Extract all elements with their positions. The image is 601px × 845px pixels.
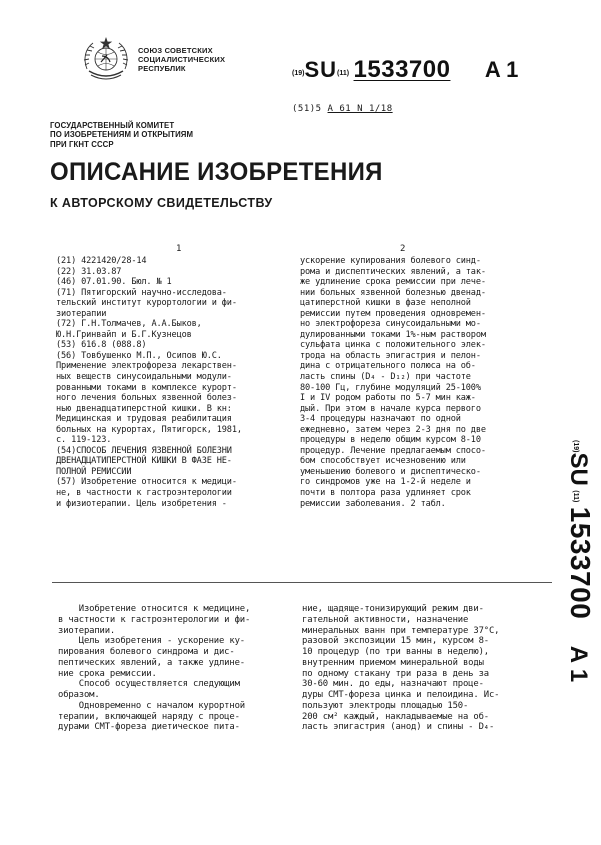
body-line: пользуют электроды площадью 150- (302, 700, 469, 711)
abstract-line: ремиссии путем проведения одновремен- (300, 308, 486, 319)
biblio-line: нью двенадцатиперстной кишки. В кн: (56, 403, 232, 414)
body-line: Способ осуществляется следующим (58, 679, 240, 690)
abstract-line: ремиссии заболевания. 2 табл. (300, 498, 446, 509)
side-code-11: (11) (572, 490, 579, 503)
abstract-line: го синдромов уже на 1-2-й неделе и (300, 477, 471, 488)
biblio-line: с. 119-123. (56, 435, 112, 446)
patent-number: 1533700 (353, 56, 451, 83)
biblio-line: Ю.Н.Гринвайп и Б.Г.Кузнецов (56, 329, 192, 340)
body-line: дурами СМТ-фореза диетическое пита- (58, 722, 240, 733)
side-country-code: SU (565, 452, 592, 486)
ipc-class: A 61 N 1/18 (327, 104, 393, 114)
abstract-line: но электрофореза синусоидальными мо- (300, 319, 481, 330)
ipc-classification (292, 104, 393, 114)
document-subtitle: К АВТОРСКОМУ СВИДЕТЕЛЬСТВУ (50, 196, 273, 210)
abstract-line: нии больных язвенной болезнью двенад- (300, 287, 486, 298)
abstract-line: процедур. Лечение предлагаемым спосо- (300, 445, 486, 456)
body-line: ние срока ремиссии. (58, 668, 157, 679)
biblio-line: (53) 616.8 (088.8) (56, 340, 147, 351)
body-line: 200 см² каждый, накладываемые на об- (302, 711, 489, 722)
side-document-kind: A 1 (565, 645, 592, 683)
abstract-line: же удлинение срока ремиссии при лече- (300, 277, 486, 288)
side-patent-number (552, 440, 600, 700)
body-line: образом. (58, 690, 100, 700)
committee-line: ПРИ ГКНТ СССР (50, 139, 114, 149)
issuing-state (138, 46, 278, 73)
body-line: пирования болевого синдрома и дис- (58, 647, 235, 657)
bibliographic-data (56, 256, 286, 509)
abstract-line: ежедневно, затем через 2-3 дня по две (300, 424, 486, 435)
document-title: ОПИСАНИЕ ИЗОБРЕТЕНИЯ (50, 158, 383, 186)
body-line: пептических явлений, а также удлине- (58, 657, 245, 668)
body-line: ние, щадяще-тонизирующий режим дви- (302, 604, 484, 614)
country-code: SU (304, 57, 338, 82)
biblio-line: (54)СПОСОБ ЛЕЧЕНИЯ ЯЗВЕННОЙ БОЛЕЗНИ (56, 445, 232, 456)
biblio-line: ного лечения больных язвенной болез- (56, 393, 237, 404)
document-kind: A 1 (484, 57, 519, 82)
biblio-line: ДВЕНАДЦАТИПЕРСТНОЙ КИШКИ В ФАЗЕ НЕ- (56, 456, 232, 467)
abstract-line: дый. При этом в начале курса первого (300, 403, 481, 414)
column-number-1: 1 (176, 244, 182, 254)
code-11: (11) (337, 70, 350, 77)
body-line: Цель изобретения - ускорение ку- (58, 636, 245, 647)
abstract-line: рома и диспептических явлений, а так- (300, 266, 486, 277)
abstract-line: почти в полтора раза удлиняет срок (300, 488, 471, 499)
description-left-column (58, 604, 288, 733)
abstract-line: 80-100 Гц, глубине модуляций 25-100% (300, 382, 481, 393)
description-right-column (302, 604, 542, 733)
body-line: гательной активности, назначение (302, 614, 469, 625)
committee-line: ПО ИЗОБРЕТЕНИЯМ И ОТКРЫТИЯМ (50, 130, 194, 140)
biblio-line: и физиотерапии. Цель изобретения - (56, 498, 227, 509)
abstract-line: ускорение купирования болевого синд- (300, 256, 481, 266)
biblio-line: (21) 4221420/28-14 (56, 256, 147, 266)
body-line: Изобретение относится к медицине, (58, 604, 251, 614)
committee-block (50, 121, 310, 149)
ipc-prefix: (51)5 (292, 104, 328, 114)
abstract-line: ласть спины (D₄ - D₁₂) при частоте (300, 372, 471, 383)
abstract-line: бом способствует исчезновению или (300, 456, 466, 467)
body-line: Одновременно с началом курортной (58, 700, 245, 711)
biblio-line: (22) 31.03.87 (56, 266, 122, 277)
biblio-line: (71) Пятигорский научно-исследова- (56, 287, 227, 298)
abstract-line: процедуры в неделю общим курсом 8-10 (300, 435, 481, 446)
body-line: в частности к гастроэнтерологии и фи- (58, 614, 251, 625)
org-line: РЕСПУБЛИК (138, 64, 186, 73)
side-code-19: (19) (572, 440, 579, 453)
abstract-line: дина с отрицательного полюса на об- (300, 361, 476, 372)
abstract-line: 3-4 процедуры назначают по одной (300, 414, 461, 425)
abstract-line: дулированными токами 1%-ным раствором (300, 329, 486, 340)
abstract-line: трода на область эпигастрия и пелон- (300, 350, 481, 361)
body-line: минеральных ванн при температуре 37°С, (302, 625, 500, 636)
code-19: (19) (292, 70, 305, 77)
state-emblem-icon (79, 35, 133, 89)
body-line: разовой экспозиции 15 мин, курсом 8- (302, 636, 489, 647)
org-line: СОЮЗ СОВЕТСКИХ (138, 46, 213, 55)
org-line: СОЦИАЛИСТИЧЕСКИХ (138, 55, 226, 64)
section-divider (52, 582, 552, 583)
biblio-line: больных на курортах, Пятигорск, 1981, (56, 424, 242, 435)
biblio-line: зиотерапии (56, 308, 107, 319)
body-line: 30-60 мин. до еды, назначают проце- (302, 679, 484, 690)
body-line: 10 процедур (по три ванны в неделю), (302, 647, 489, 657)
body-line: дуры СМТ-фореза цинка и пелоидина. Ис- (302, 690, 500, 700)
body-line: ласть эпигастрия (анод) и спины - D₄- (302, 722, 495, 733)
abstract-line: I и IV родом работы по 5-7 мин каж- (300, 393, 476, 404)
biblio-line: ных веществ синусоидальными модули- (56, 372, 232, 383)
biblio-line: (56) Товбушенко М.П., Осипов Ю.С. (56, 350, 222, 361)
body-line: зиотерапии. (58, 625, 116, 636)
committee-line: ГОСУДАРСТВЕННЫЙ КОМИТЕТ (50, 121, 175, 130)
body-line: терапии, включающей наряду с проце- (58, 711, 240, 722)
abstract-line: сульфата цинка с положительного элек- (300, 340, 486, 351)
abstract-line: уменьшению болевого и диспептическо- (300, 466, 481, 477)
biblio-line: (72) Г.Н.Толмачев, А.А.Быков, (56, 319, 202, 330)
body-line: по одному стакану три раза в день за (302, 668, 489, 679)
patent-number-header (292, 56, 592, 84)
biblio-line: ПОЛНОЙ РЕМИССИИ (56, 466, 132, 477)
abstract-line: цатиперстной кишки в фазе неполной (300, 298, 471, 309)
biblio-line: рованными токами в комплексе курорт- (56, 382, 237, 393)
body-line: внутренним приемом минеральной воды (302, 657, 484, 668)
biblio-line: Применение электрофореза лекарствен- (56, 361, 237, 372)
side-patent-number-text: 1533700 (565, 506, 596, 620)
column-number-2: 2 (400, 244, 406, 254)
biblio-line: Медицинская и трудовая реабилитация (56, 414, 232, 425)
biblio-line: (46) 07.01.90. Бюл. № 1 (56, 277, 172, 288)
biblio-line: тельский институт курортологии и фи- (56, 298, 237, 309)
abstract-continuation (300, 256, 545, 509)
biblio-line: не, в частности к гастроэнтерологии (56, 488, 232, 499)
biblio-line: (57) Изобретение относится к медици- (56, 477, 237, 488)
